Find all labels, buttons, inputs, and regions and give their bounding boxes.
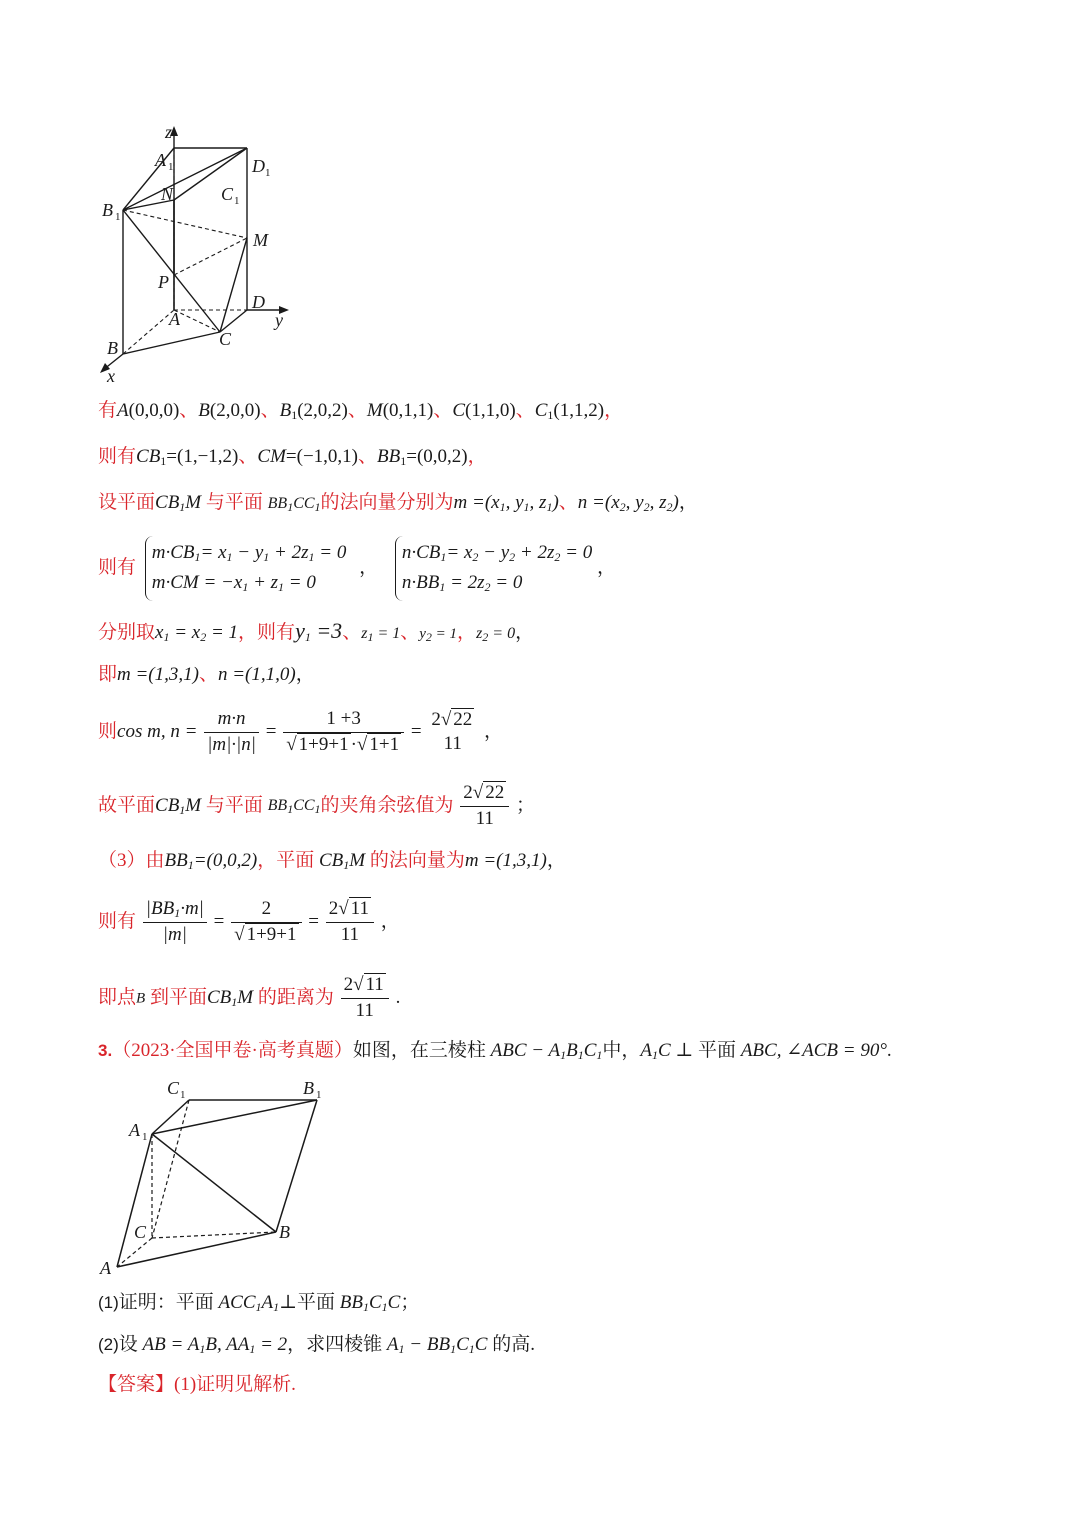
cosine-conclusion: 故平面$CB_1M$ 与平面 $BB_1CC_1$的夹角余弦值为 $\frac{2√ 22}{11}$ ；: [98, 782, 535, 829]
problem-3-statement: 3.（2023·全国甲卷·高考真题）如图，在三棱柱 ABC − $A_1B_1C_1$中，$A_1C$ ⊥ 平面 ABC, ∠ACB = 90°.: [98, 1040, 892, 1062]
system-n: $n\cdot CB_1= x_2 - y_2 + 2z_2 = 0$ $n\cdot BB_1 = 2z_2 = 0$: [395, 536, 592, 601]
answer-tag: 【答案】: [98, 1374, 175, 1395]
axis-label-z: z: [165, 122, 173, 142]
svg-text:1: 1: [168, 161, 174, 173]
normal-vectors-result: 即m =(1,3,1)、n =(1,1,0)，: [98, 664, 315, 685]
vertex-label-b1: B: [303, 1078, 314, 1098]
vectors-line: 则有$CB_1=(1,-1,2)$、CM=(−1,0,1)、$BB_1=(0,0,2)$，: [98, 446, 487, 468]
vertex-label-b: B: [279, 1222, 290, 1242]
vertex-label-c1: C: [221, 184, 234, 204]
vertex-label-b: B: [107, 338, 118, 358]
system-m: $m\cdot CB_1= x_1 - y_1 + 2z_1 = 0$ $m\cdot CM = -x_1 + z_1 = 0$: [145, 536, 347, 601]
svg-text:1: 1: [234, 195, 240, 207]
part3-setup: （3）由$BB_1=(0,0,2)$，平面 $CB_1M$ 的法向量为m =(1,3,1)，: [98, 850, 566, 872]
vertex-label-c1: C: [167, 1078, 180, 1098]
svg-text:1: 1: [265, 167, 271, 179]
distance-conclusion: 即点B 到平面$CB_1M$ 的距离为 $\frac{2√ 11}{11}$ .: [98, 974, 401, 1021]
cosine-calc: 则cos m, n = $\frac{m\cdot n}{|m|\cdot|n|}$ = $\frac{1 +3}{√ 1+9+1 \cdot√ 1+1}$ = 2√ 22 11 ，: [98, 708, 504, 755]
normal-vectors-def: 设平面$CB_1M$ 与平面 $BB_1CC_1$的法向量分别为$m =(x_1$, $y_1$, $z_1$)、$n =(x_2$, $y_2$, $z_2$)，: [98, 492, 698, 514]
vertex-label-c: C: [219, 329, 232, 349]
vertex-label-a1: A: [155, 150, 166, 170]
vertex-label-d1: D: [252, 156, 265, 176]
axis-label-x: x: [107, 366, 115, 386]
svg-text:1: 1: [180, 1089, 186, 1101]
svg-text:1: 1: [115, 211, 121, 223]
figure-triangular-prism: [95, 1072, 335, 1282]
point-label-p: P: [158, 272, 169, 292]
vertex-label-d: D: [252, 292, 265, 312]
vertex-label-a: A: [100, 1258, 111, 1278]
answer-line: 【答案】(1)证明见解析.: [98, 1374, 296, 1395]
axis-label-y: y: [275, 310, 283, 330]
point-label-n: N: [161, 184, 174, 204]
point-label-m: M: [253, 230, 268, 250]
distance-calc: 则有 $\frac{|BB_1\cdot m|}{|m|}$ = $\frac{2}{√ 1+9+1}$ = $\frac{2√ 11}{11}$ ，: [98, 898, 400, 945]
coords-line: 有A(0,0,0)、B(2,0,0)、$B_1(2,0,2)$、M(0,1,1)、C(1,1,0)、$C_1(1,1,2)$，: [98, 400, 624, 422]
figure-prism-coordinate: [95, 120, 295, 390]
subquestion-2: (2)设 AB = $A_1B$, $AA_1 = 2$，求四棱锥 $A_1 - BB_1C_1C$ 的高.: [98, 1334, 535, 1356]
values-line: 分别取$x_1 = x_2 = 1$，则有$y_1 =3$、$z_1 = 1$、$y_2 = 1$，$z_2 = 0$，: [98, 618, 535, 644]
vertex-label-c: C: [134, 1222, 147, 1242]
svg-text:1: 1: [142, 1131, 148, 1143]
vertex-label-a: A: [169, 309, 180, 329]
equation-systems: 则有 $m\cdot CB_1= x_1 - y_1 + 2z_1 = 0$ $m\cdot CM = -x_1 + z_1 = 0$ ， $n\cdot CB_1= x_2 - y_2 + 2z_2 = 0$ $n\cdot BB_1 = 2z_2 = 0$ ，: [98, 536, 616, 601]
svg-text:1: 1: [316, 1089, 322, 1101]
vertex-label-a1: A: [129, 1120, 140, 1140]
subquestion-1: (1)证明：平面 $ACC_1A_1\perp$平面 $BB_1C_1C$；: [98, 1292, 420, 1314]
vertex-label-b1: B: [102, 200, 113, 220]
